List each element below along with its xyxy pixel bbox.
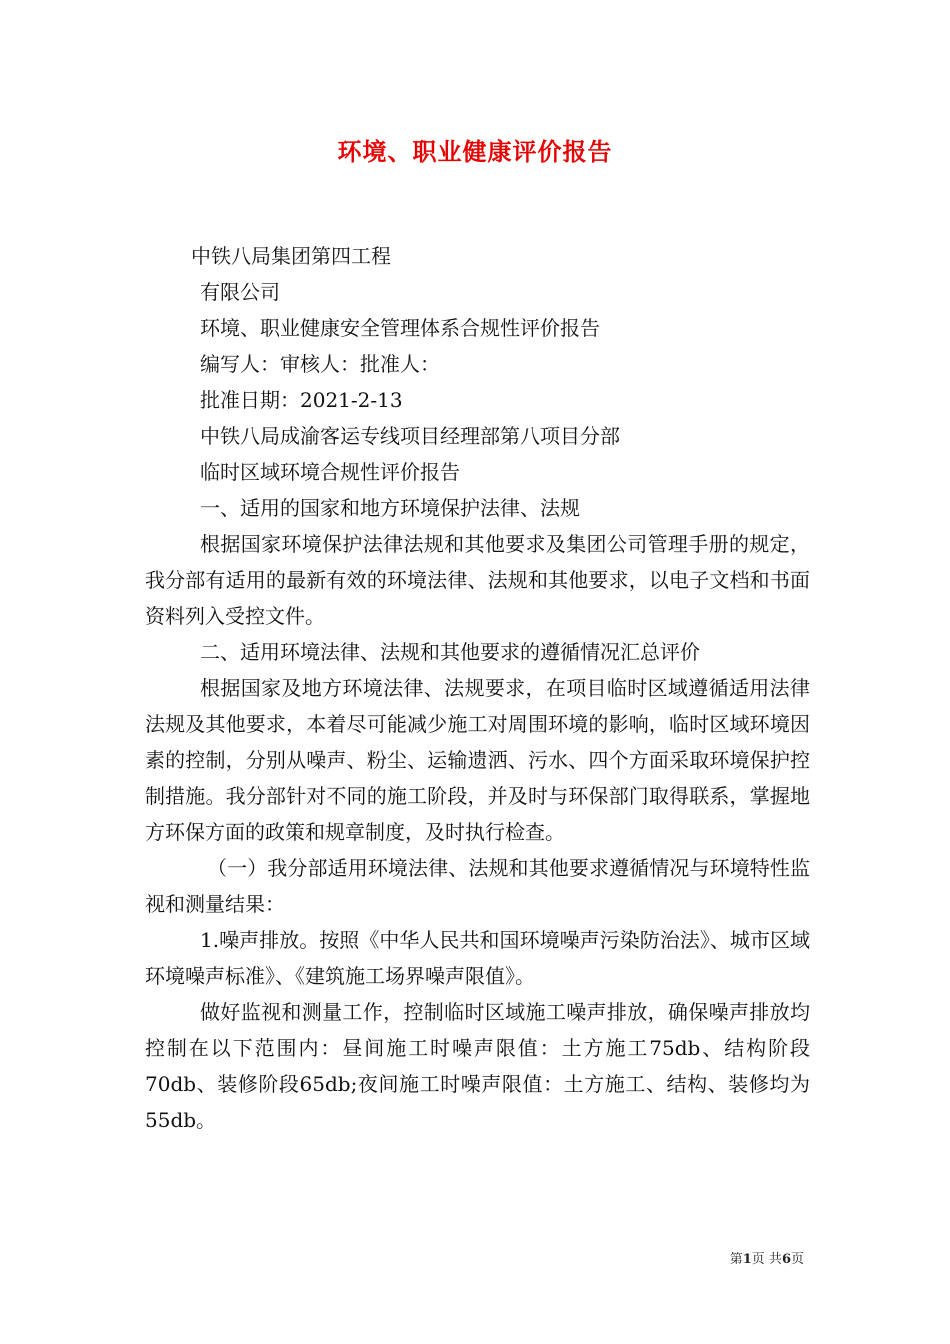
- footer-prefix: 第: [729, 1252, 743, 1267]
- report-name-line: 环境、职业健康安全管理体系合规性评价报告: [200, 316, 600, 340]
- document-title: 环境、职业健康评价报告: [337, 137, 613, 166]
- signatories-line: 编写人：审核人：批准人：: [200, 352, 440, 376]
- document-body: [145, 238, 810, 1138]
- company-suffix-line: 有限公司: [200, 280, 280, 304]
- paragraph-compliance: 根据国家及地方环境法律、法规要求，在项目临时区域遵循适用法律法规及其他要求，本着尽可能减少施工对周围环境的影响，临时区域环境因素的控制，分别从噪声、粉尘、运输遗洒、污水、四个方面采取环境保护控制措施。我分部针对不同的施工阶段，并及时与环保部门取得联系，掌握地方环保方面的政策和规章制度，及时执行检查。: [145, 676, 810, 844]
- paragraph-noise-standards: 1.噪声排放。按照《中华人民共和国环境噪声污染防治法》、城市区域环境噪声标准》、《建筑施工场界噪声限值》。: [145, 928, 810, 988]
- department-line: 中铁八局成渝客运专线项目经理部第八项目分部: [200, 424, 620, 448]
- page-footer: [730, 1248, 804, 1267]
- approval-date-line: 批准日期：2021-2-13: [200, 388, 403, 412]
- company-name-line: 中铁八局集团第四工程: [191, 244, 391, 268]
- subsection-heading-1: （一）我分部适用环境法律、法规和其他要求遵循情况与环境特性监视和测量结果：: [145, 856, 810, 916]
- subtitle-line: 临时区域环境合规性评价报告: [200, 460, 460, 484]
- paragraph-regulations: 根据国家环境保护法律法规和其他要求及集团公司管理手册的规定，我分部有适用的最新有效的环境法律、法规和其他要求，以电子文档和书面资料列入受控文件。: [145, 532, 810, 628]
- paragraph-noise-limits: 做好监视和测量工作，控制临时区域施工噪声排放，确保噪声排放均控制在以下范围内：昼间施工时噪声限值：土方施工75db、结构阶段70db、装修阶段65db;夜间施工时噪声限值：土方施工、结构、装修均为55db。: [145, 1000, 810, 1132]
- section-heading-1: 一、适用的国家和地方环境保护法律、法规: [200, 496, 580, 520]
- current-page-number: 1: [742, 1252, 752, 1267]
- footer-middle: 页 共: [751, 1252, 782, 1267]
- footer-suffix: 页: [790, 1252, 804, 1267]
- total-pages-number: 6: [781, 1252, 791, 1267]
- section-heading-2: 二、适用环境法律、法规和其他要求的遵循情况汇总评价: [200, 640, 700, 664]
